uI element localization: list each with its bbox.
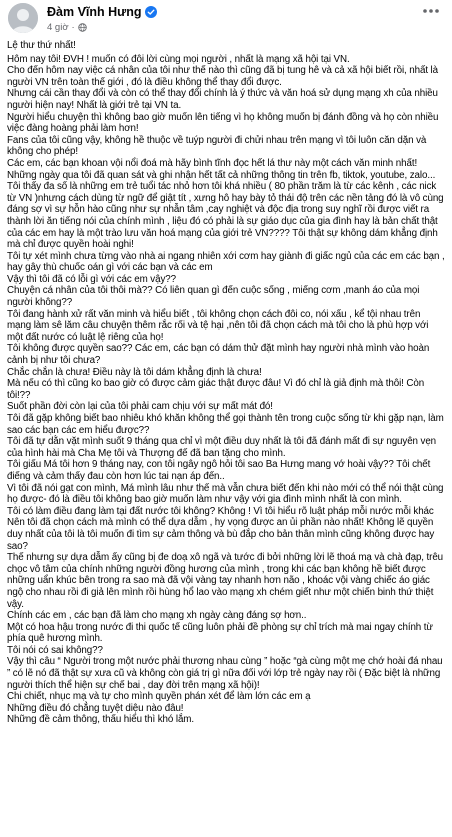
post-paragraph: Lệ thư thứ nhất!: [7, 40, 76, 51]
verified-badge-icon: [145, 6, 157, 18]
post-paragraph: Vậy thì câu “ Người trong một nước phải thương nhau cùng ” hoặc “gà cùng một mẹ chớ hoài đá nhau ” có lẽ nó đã thật sự xưa cũ và không còn giá trị gì nữa đối với lớp trẻ ngày nay rồi ( Đặc biệt là những người thích thể hiện sự chế bai , day đời trên mạng xã hội)!: [7, 656, 443, 691]
post-paragraph: Thế nhưng sự dựa dẫm ấy cũng bị đe doạ xô ngã và tước đi bởi những lời lẽ thoá mạ và chà đạp, trêu chọc vô tâm của chính những người đồng hương của mình , trong khi các bạn không hề biết được những uẩn khúc bên trong ra sao mà đã vội vàng tay nhanh hơn não , khoác vội vàng chiếc áo giác ngộ cho nhau rồi đi giả lên mình rồi hùng hổ lao vào mạng xh chém giết như một chiến binh thứ thiệt vậy.: [7, 552, 444, 610]
post-paragraph: Tôi không được quyền sao?? Các em, các bạn có dám thử đặt mình hay người nhà mình vào hoàn cảnh bị như tôi chưa?: [7, 343, 430, 367]
post-paragraph: Tôi đã tự dằn vặt mình suốt 9 tháng qua chỉ vì một điều duy nhất là tôi đã đánh mất đi sự nguyên vẹn của hình hài mà Cha Mẹ tôi và Thượng đế đã ban tặng cho mình.: [7, 436, 437, 459]
more-options-button[interactable]: [420, 3, 442, 19]
post-paragraph: Người hiểu chuyện thì không bao giờ muốn lên tiếng vì họ không muốn bị đánh đồng và họ còn nhiều việc đàng hoàng phải làm hơn!: [7, 111, 439, 135]
post-time[interactable]: 4 giờ: [47, 21, 69, 33]
avatar[interactable]: [8, 3, 38, 33]
post-paragraph: Tôi có làm điều đang làm tại đất nước tôi không? Không ! Vì tôi hiểu rõ luật pháp mỗi nước mỗi khác: [7, 505, 434, 517]
post-paragraph: Những ngày qua tôi đã quan sát và ghi nhận hết tất cả những thông tin trên fb, tiktok, youtube, zalo...: [7, 169, 436, 181]
author-row: [47, 4, 157, 20]
post-paragraph: Fans của tôi cũng vậy, không hề thuộc về tuýp người đi chửi nhau trên mạng vì tôi luôn căn dặn và không cho phép!: [7, 134, 427, 158]
avatar-image: [8, 3, 38, 33]
post-paragraph: Nhưng cái cần thay đổi và còn có thể thay đổi chính là ý thức và văn hoá sử dụng mạng xh của nhiều người hiện nay! Nhất là giới trẻ tại VN ta.: [7, 88, 438, 111]
post-paragraph: Suốt phần đời còn lại của tôi phải cam chịu với sự mất mát đó!: [7, 401, 273, 413]
post-paragraph: Vì tôi đã nói gạt con mình, Má mình lâu như thế mà vẫn chưa biết đến khi nào mới có thể nói thật cùng họ được- đó là điều tôi không bao giờ muốn làm như vậy với gia đình mình nhất là con mình.: [7, 482, 444, 506]
meta-dot: ·: [71, 21, 75, 33]
post-body: [7, 40, 447, 726]
globe-icon: [78, 23, 87, 32]
post-meta: [47, 21, 87, 33]
post-paragraph: Tôi tự xét mình chưa từng vào nhà ai ngang nhiên xới cơm hay giành đi giấc ngủ của các em các bạn , hay gây thù chuốc oán gì với các bạn và các em: [7, 250, 445, 274]
author-name[interactable]: Đàm Vĩnh Hưng: [47, 5, 142, 19]
post-paragraph: Nên tôi đã chọn cách mà mình có thể dựa dẫm , hy vọng được an ủi phần nào nhất! Không lẽ quyền duy nhất của tôi là tôi muốn đi tìm sự cảm thông và bù đắp cho bản thân mình cũng không được hay sao?: [7, 517, 435, 552]
post-paragraph: Cho đến hôm nay việc cá nhân của tôi như thế nào thì cũng đã bị tung hê và cả xã hội biết rồi, nhất là người VN trên toàn thế giới , đó là điều không thể thay đổi được.: [7, 65, 438, 88]
post-paragraph: Tôi đang hành xử rất văn minh và hiểu biết , tôi không chọn cách đôi co, nói xấu , kể tội nhau trên mạng làm sê lăm câu chuyện thêm rắc rối và tệ hại ,nên tôi đã chọn cách mà tôi cho là phù hợp với một đất nước có luật lệ riêng của họ!: [7, 308, 429, 343]
post-paragraph: Tôi giấu Má tôi hơn 9 tháng nay, con tôi ngây ngô hỏi tôi sao Ba Hưng mang vớ hoài vậy?? Tôi chết điếng và cảm thấy đau còn hơn lúc tai nạn áp đến..: [7, 459, 431, 482]
post-paragraph: Những điều đó chẳng tuyệt diệu nào đâu!: [7, 702, 184, 714]
post-paragraph: Các em, các bạn khoan vội nổi đoá mà hãy bình tĩnh đọc hết lá thư này một cách văn minh nhất!: [7, 157, 418, 169]
post-paragraph: Tôi thấy đa số là những em trẻ tuổi tác nhỏ hơn tôi khá nhiều ( 80 phần trăm là từ các kênh , các nick từ VN )nhưng cách dùng từ ngữ để giật tít , xưng hô hay bày tỏ thái độ trên các nền tảng đó là vô cùng đáng sợ vì sự hỗn hào cũng như sự nhẫn tâm ,cay nghiệt và độc địa trong suy nghĩ rồi được viết ra thành lời ăn tiếng nói của chính mình , liệu đó có phải là sự giáo dục của gia đình hay là bản chất thật của các em hay là một trào lưu văn hoá mạng của giới trẻ VN???? Tôi thật sự không dám khẳng định mà chỉ được quyền hoài nghi!: [7, 181, 444, 251]
post-header: [0, 0, 452, 38]
post-paragraph: Chính các em , các bạn đã làm cho mạng xh ngày càng đáng sợ hơn..: [7, 610, 307, 622]
post-paragraph: Vậy thì tôi đã có lỗi gì với các em vậy??: [7, 273, 176, 285]
more-options-icon: [422, 8, 440, 14]
post-paragraph: Mà nếu có thì cũng ko bao giờ có được cảm giác thật được đâu! Vì đó chỉ là giả định mà thôi! Còn tôi!??: [7, 378, 425, 401]
post-paragraph: Những đề cảm thông, thấu hiểu thì khó lắm.: [7, 714, 194, 726]
post-paragraph: Tôi đã gặp không biết bao nhiêu khó khăn không thể gọi thành tên trong cuộc sống từ khi gặp nạn, làm sao các bạn các em hiểu được??: [7, 413, 444, 436]
post-paragraph: Một có hoa hậu trong nước đi thi quốc tế cũng luôn phải đề phòng sự chỉ trích mà mai ngay chính từ phía quê hương mình.: [7, 621, 433, 645]
post-paragraph: Chuyện cá nhân của tôi thôi mà?? Có liên quan gì đến cuộc sống , miếng cơm ,manh áo của mọi người không??: [7, 285, 420, 309]
post-paragraph: Chi chiết, nhục mạ và tự cho mình quyền phán xét để làm lớn các em ạ: [7, 691, 311, 703]
post-paragraph: Chắc chắn là chưa! Điều này là tôi dám khẳng định là chưa!: [7, 366, 262, 378]
post-paragraph: Tôi nói có sai không??: [7, 644, 103, 656]
post-paragraph: Hôm nay tôi! ĐVH ! muốn có đôi lời cùng mọi người , nhất là mạng xã hội tại VN.: [7, 53, 350, 65]
